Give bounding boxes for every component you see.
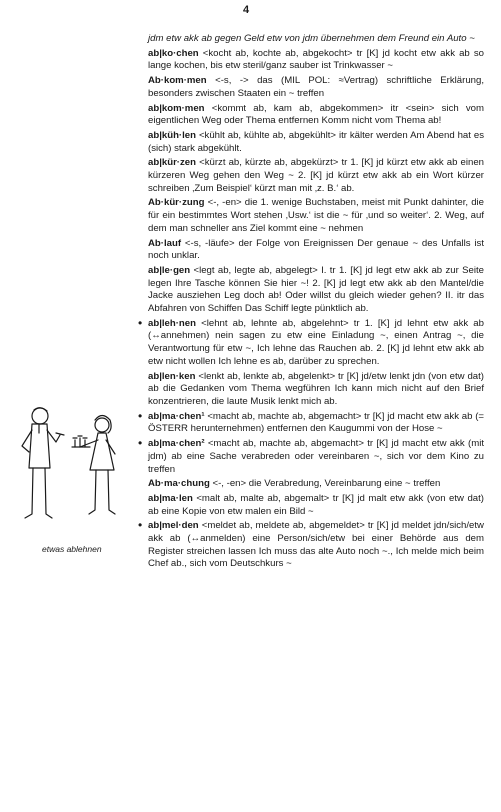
- headword: ab|ma·len: [148, 492, 193, 504]
- entry-text: <-, -en> die Verabredung, Vereinbarung eine ~ treffen: [212, 478, 441, 490]
- headword: ab|mel·den: [148, 520, 199, 532]
- dictionary-entry: [148, 103, 484, 128]
- dictionary-entry: [148, 265, 484, 316]
- refusal-illustration: [18, 402, 126, 530]
- bullet-icon: •: [138, 518, 143, 533]
- headword: ab|leh·nen: [148, 317, 196, 329]
- dictionary-entry: [148, 478, 484, 491]
- bullet-icon: •: [138, 315, 143, 330]
- headword: ab|ko·chen: [148, 47, 199, 59]
- dictionary-entry: [148, 75, 484, 100]
- entry-text: <macht ab, machte ab, abgemacht> tr [K] jd macht etw akk (mit jdm) ab eine Sache verabreden oder vereinbaren ~, sich vor dem Kino zu treffen: [148, 438, 484, 475]
- entry-text: <legt ab, legte ab, abgelegt> I. tr 1. [K] jd legt etw akk ab zur Seite legen Ihre Tasche können Sie hier ~! 2. [K] jd legt etw akk ab den Mantel/die Jacke ausziehen Leg doch ab! Oder willst du gleich wieder gehen? II. itr das Abfahren von Schiffen Das Schiff legte pünktlich ab.: [148, 264, 484, 315]
- dictionary-entry: [138, 518, 484, 571]
- headword: ab|kür·zen: [148, 157, 196, 169]
- headword: Ab·kür·zung: [148, 197, 205, 209]
- headword: ab|ma·chen²: [148, 438, 205, 450]
- bullet-icon: •: [138, 436, 143, 451]
- headword: Ab·ma·chung: [148, 478, 210, 490]
- entry-text: <lehnt ab, lehnte ab, abgelehnt> tr 1. [K] jd lehnt etw akk ab (↔annehmen) nein sagen zu etw eine Einladung ~, einen Antrag ~, die Verantwortung für etw ~, Ich lehne das Rauchen ab. 2. [K] jd lehnt etw akk ab etw nicht wollen Ich lehne es ab, darüber zu sprechen.: [148, 317, 484, 367]
- headword: ab|len·ken: [148, 370, 196, 382]
- dictionary-entry: [148, 48, 484, 73]
- entry-text: <-s, -läufe> der Folge von Ereignissen Der genaue ~ des Unfalls ist noch unklar.: [148, 237, 484, 262]
- dictionary-entry: [148, 371, 484, 409]
- dictionary-entry: [148, 157, 484, 195]
- entry-text: <malt ab, malte ab, abgemalt> tr [K] jd malt etw akk (von etw dat) ab eine Kopie von etw malen ein Bild ~: [148, 492, 484, 517]
- entry-text: <lenkt ab, lenkte ab, abgelenkt> tr [K] jd/etw lenkt jdn (von etw dat) ab die Gedanken vom Thema wegführen Ich kann mich nicht auf den Brief konzentrieren, die laute Musik lenkt mich ab.: [148, 370, 484, 407]
- dictionary-entry: [148, 238, 484, 263]
- dictionary-entry: [148, 197, 484, 235]
- entry-text: <-s, -> das (MIL POL: ≈Vertrag) schriftliche Erklärung, besonders zwischen Staaten ein ~ treffen: [148, 75, 484, 99]
- headword: ab|le·gen: [148, 264, 191, 276]
- entry-text: <-, -en> die 1. wenige Buchstaben, meist mit Punkt dahinter, die für ein bestimmtes Wort stehen ‚Usw.‘ ist die ~ für ‚und so weiter‘. 2. Weg, auf dem man schneller ans Ziel kommt eine ~ nehmen: [148, 197, 484, 234]
- entry-text: <kommt ab, kam ab, abgekommen> itr <sein> sich vom eigentlichen Weg oder Thema entfernen Komm nicht vom Thema ab!: [148, 102, 485, 127]
- dictionary-entry: [148, 130, 484, 155]
- dictionary-entry: [138, 315, 484, 369]
- illustration-caption: etwas ablehnen: [42, 544, 102, 554]
- bullet-icon: •: [138, 408, 143, 423]
- dictionary-column: [138, 33, 485, 573]
- entry-text: <kühlt ab, kühlte ab, abgekühlt> itr kälter werden Am Abend hat es (sich) stark abgekühlt.: [148, 129, 484, 154]
- headword: ab|kom·men: [148, 102, 205, 114]
- entry-text: <kocht ab, kochte ab, abgekocht> tr [K] jd kocht etw akk ab so lange kochen, bis etw steril/ganz sauber ist Trinkwasser ~: [148, 47, 484, 72]
- headword: Ab·lauf: [148, 237, 182, 249]
- page-number: 4: [243, 4, 250, 16]
- entry-text: jdm etw akk ab gegen Geld etw von jdm übernehmen dem Freund ein Auto ~: [148, 33, 475, 44]
- dictionary-entry: [148, 493, 484, 518]
- headword: Ab·kom·men: [148, 75, 207, 87]
- entry-text: <meldet ab, meldete ab, abgemeldet> tr [K] jd meldet jdn/sich/etw akk ab (↔anmelden) eine Person/sich/etw bei einer Behörde aus dem Register streichen lassen Ich muss das alte Auto noch ~., Ich melde mich beim Chef ab., sich vom Deutschkurs ~: [148, 520, 484, 570]
- headword: ab|küh·len: [148, 129, 196, 141]
- dictionary-entry: [138, 436, 484, 476]
- headword: ab|ma·chen¹: [148, 410, 205, 422]
- dictionary-entry: [138, 408, 484, 436]
- entry-text: <macht ab, machte ab, abgemacht> tr [K] jd macht etw akk ab (= ÖSTERR herunternehmen) entfernen den Kaugummi von der Hose ~: [148, 410, 484, 435]
- entry-text: <kürzt ab, kürzte ab, abgekürzt> tr 1. [K] jd kürzt etw akk ab einen kürzeren Weg gehen den Weg ~ 2. [K] jd kürzt etw akk ab ein Wort kürzer schreiben ‚Zum Beispiel‘ kürzt man mit ‚z. B.‘ ab.: [148, 157, 484, 194]
- dictionary-entry: [148, 33, 484, 46]
